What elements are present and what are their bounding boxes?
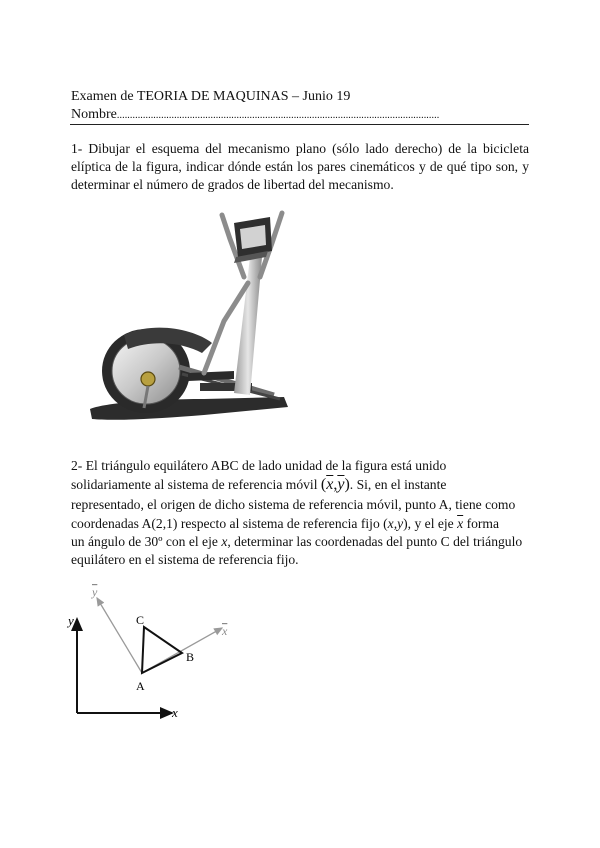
elliptical-bike-image [84,203,296,431]
x-bar-symbol: $\overline{x}$ [326,476,334,493]
q2-line2-text-b: . Si, en el instante [349,477,447,492]
q2-line2-text-a: solidariamente al sistema de referencia móvil [71,477,318,492]
xy-symbol: x,y [387,516,404,531]
moving-frame-expr: $(\overline{x},\overline{y})$ [320,476,350,493]
question-2-line-4 [71,515,529,533]
name-label: Nombre [71,107,117,122]
question-1-text: 1- Dibujar el esquema del mecanismo plano (sólo lado derecho) de la bicicleta elíptica de la figura, indicar dónde están los pares cinemáticos y de qué tipo son, y determinar el número de grados de libertad del mecanismo. [71,141,529,193]
triangle-abc [142,627,182,673]
point-b-label: B [186,650,195,664]
x-bar-axis-symbol: $\overline{x}$ [457,516,464,531]
q2-line4-text-c: forma [466,516,500,531]
triangle-frame-figure [60,583,250,723]
moving-y-label: y [92,585,98,599]
q2-line4-text-a: coordenadas A(2,1) respecto al sistema de referencia fijo ( [71,516,388,531]
name-dots: ............................................................................................................................ [116,110,440,121]
q2-line5-text-a: un ángulo de 30º con el eje [71,534,218,549]
point-c-label: C [136,613,145,627]
fixed-y-label: y [68,613,74,628]
comma: , [333,476,338,493]
question-2-line-3: representado, el origen de dicho sistema de referencia móvil, punto A, tiene como [71,497,516,512]
question-2-line-1: 2- El triángulo equilátero ABC de lado unidad de la figura está unido [71,458,447,473]
question-2-line-2 [71,476,529,494]
name-line [71,107,439,124]
x-symbol: x [221,534,228,549]
fixed-x-label: x [172,705,178,720]
moving-y-axis [97,598,145,673]
exam-title: Examen de TEORIA DE MAQUINAS – Junio 19 [71,89,351,104]
question-2-line-6: equilátero en el sistema de referencia fijo. [71,552,299,567]
point-a-label: A [136,679,145,693]
question-2-line-5 [71,533,529,551]
q2-line4-text-b: ), y el eje [403,516,454,531]
q2-line5-text-b: , determinar las coordenadas del punto C del triángulo [227,534,523,549]
moving-x-label: x [222,624,228,638]
y-bar-symbol: $\overline{y}$ [337,476,345,493]
header-divider [70,124,529,125]
